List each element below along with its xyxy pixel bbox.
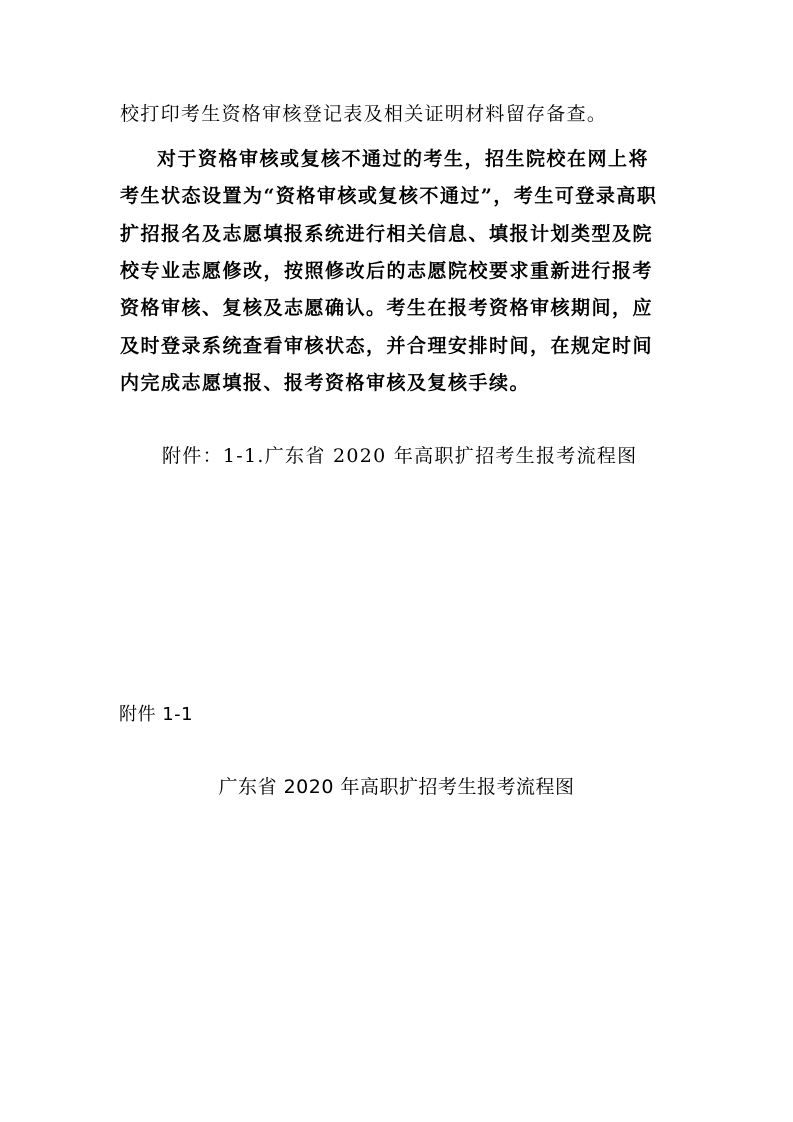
paragraph-continuation-line: 校打印考生资格审核登记表及相关证明材料留存备查。 <box>120 103 608 125</box>
bold-paragraph-line-5: 资格审核、复核及志愿确认。考生在报考资格审核期间，应 <box>120 297 654 319</box>
attachment-reference: 附件：1-1.广东省 2020 年高职扩招考生报考流程图 <box>162 445 638 467</box>
bold-paragraph-line-4: 校专业志愿修改，按照修改后的志愿院校要求重新进行报考 <box>120 260 654 282</box>
bold-paragraph-line-3: 扩招报名及志愿填报系统进行相关信息、填报计划类型及院 <box>120 223 654 245</box>
attachment-label: 附件 1-1 <box>119 704 194 725</box>
bold-paragraph-line-2: 考生状态设置为“资格审核或复核不通过”，考生可登录高职 <box>120 185 658 207</box>
bold-paragraph-line-7: 内完成志愿填报、报考资格审核及复核手续。 <box>120 372 531 394</box>
attachment-title: 广东省 2020 年高职扩招考生报考流程图 <box>218 776 575 798</box>
bold-paragraph-line-1: 对于资格审核或复核不通过的考生，招生院校在网上将 <box>157 148 650 170</box>
bold-paragraph-line-6: 及时登录系统查看审核状态，并合理安排时间，在规定时间 <box>120 335 654 357</box>
